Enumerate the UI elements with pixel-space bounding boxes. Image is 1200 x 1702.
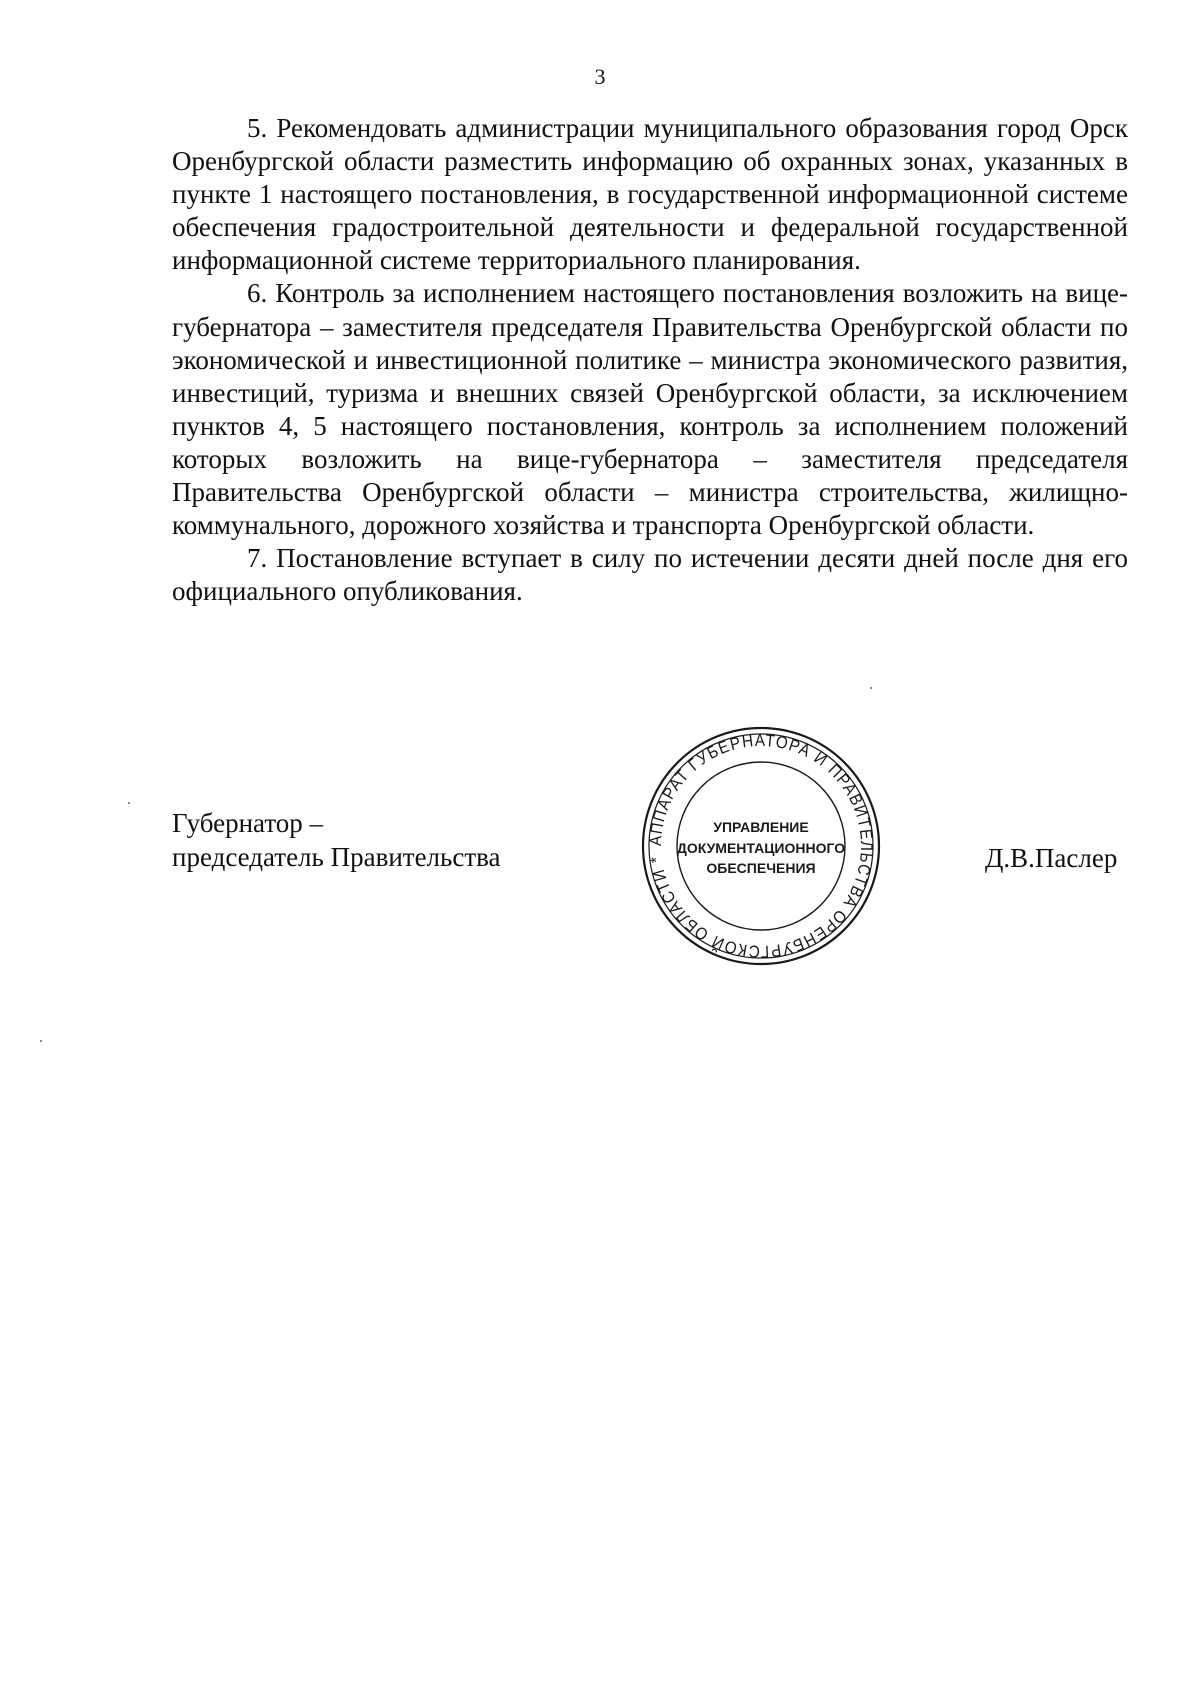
seal-ring-text: АППАРАТ ГУБЕРНАТОРА И ПРАВИТЕЛЬСТВА ОРЕНБУРГСКОЙ ОБЛАСТИ * xyxy=(645,730,877,962)
paragraph-5: 5. Рекомендовать администрации муниципального образования город Орск Оренбургской области разместить информацию об охранных зонах, указанных в пункте 1 настоящего постановления, в государственной информационной системе обеспечения градостроительной деятельности и федеральной государственной информационной системе территориального планирования. xyxy=(172,113,1128,276)
seal-center-line-2: ДОКУМЕНТАЦИОННОГО xyxy=(676,840,846,856)
seal-center-line-3: ОБЕСПЕЧЕНИЯ xyxy=(706,860,816,876)
scan-speck xyxy=(40,1040,42,1042)
signatory-title xyxy=(172,806,501,874)
scan-speck xyxy=(128,802,130,804)
page-number: 3 xyxy=(594,64,606,89)
paragraph-7: 7. Постановление вступает в силу по истечении десяти дней после дня его официального опубликования. xyxy=(172,543,1128,607)
official-seal xyxy=(637,722,885,970)
paragraph-6: 6. Контроль за исполнением настоящего постановления возложить на вице-губернатора – заместителя председателя Правительства Оренбургской области по экономической и инвестиционной политике – министра экономического развития, инвестиций, туризма и внешних связей Оренбургской области, за исключением пунктов 4, 5 настоящего постановления, контроль за исполнением положений которых возложить на вице-губернатора – заместителя председателя Правительства Оренбургской области – министра строительства, жилищно-коммунального, дорожного хозяйства и транспорта Оренбургской области. xyxy=(172,278,1128,541)
signatory-title-line-2: председатель Правительства xyxy=(172,842,501,872)
seal-center-line-1: УПРАВЛЕНИЕ xyxy=(713,819,809,835)
document-body xyxy=(172,112,1128,608)
scan-speck xyxy=(870,687,872,689)
signatory-title-line-1: Губернатор – xyxy=(172,808,324,838)
signatory-name: Д.В.Паслер xyxy=(985,843,1118,873)
